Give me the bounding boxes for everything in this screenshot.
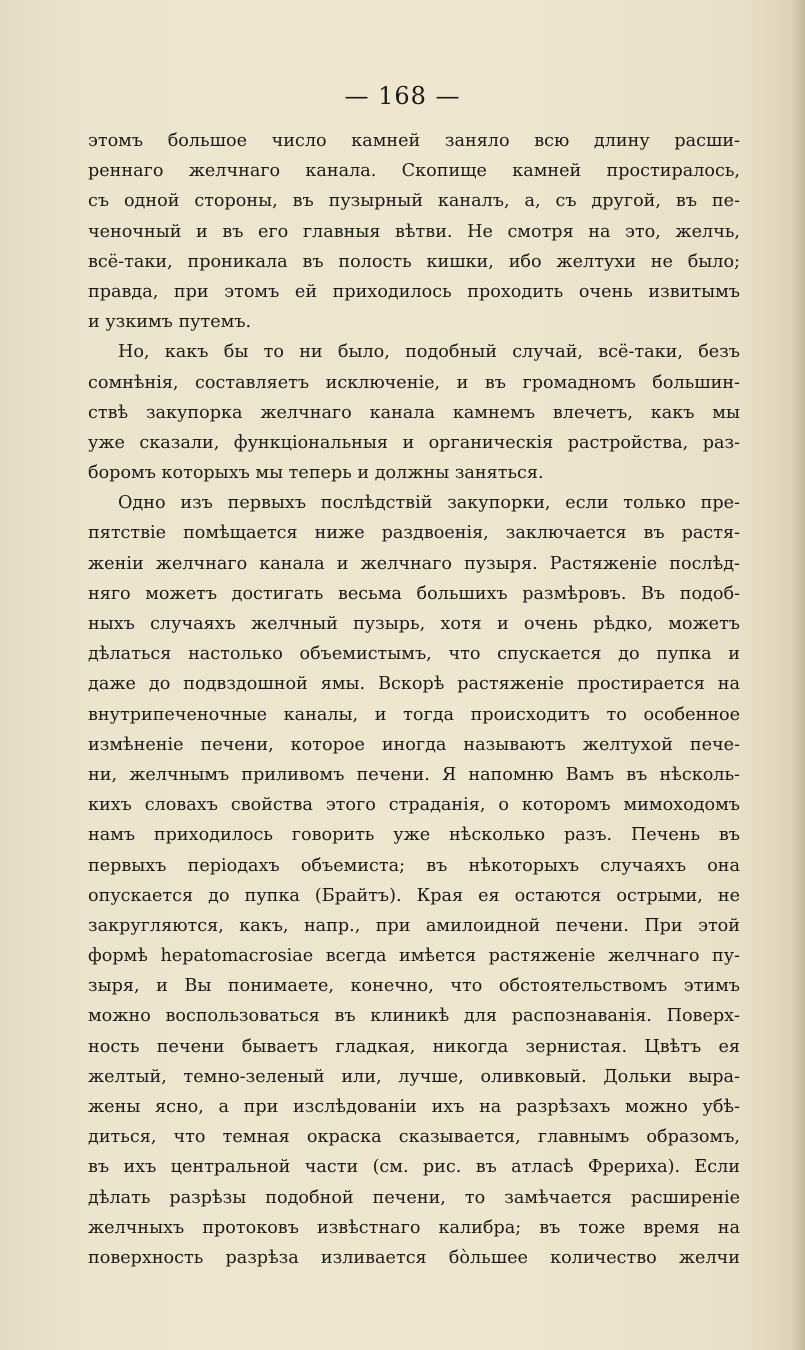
- text-line: можно воспользоваться въ клиникѣ для распознаванія. Поверх-: [88, 1006, 740, 1027]
- text-line: реннаго желчнаго канала. Скопище камней простиралось,: [88, 161, 740, 182]
- text-line: Одно изъ первыхъ послѣдствій закупорки, если только пре-: [118, 493, 740, 514]
- text-line: кихъ словахъ свойства этого страданія, о которомъ мимоходомъ: [88, 795, 740, 816]
- text-line: пятствіе помѣщается ниже раздвоенія, заключается въ растя-: [88, 523, 740, 544]
- text-line: съ одной стороны, въ пузырный каналъ, а, съ другой, въ пе-: [88, 191, 740, 212]
- text-line: сомнѣнія, составляетъ исключеніе, и въ громадномъ большин-: [88, 372, 740, 393]
- text-line: опускается до пупка (Брайтъ). Края ея остаются острыми, не: [88, 885, 740, 906]
- page-number: — 168 —: [344, 82, 461, 110]
- text-line: желтый, темно-зеленый или, лучше, оливковый. Дольки выра-: [88, 1066, 740, 1087]
- text-line: ченочный и въ его главныя вѣтви. Не смотря на это, желчь,: [88, 221, 740, 242]
- text-line: женіи желчнаго канала и желчнаго пузыря. Растяженіе послѣд-: [88, 553, 740, 574]
- text-line: намъ приходилось говорить уже нѣсколько разъ. Печень въ: [88, 825, 740, 846]
- page-edge-shadow: [791, 0, 805, 1350]
- text-line: внутрипеченочные каналы, и тогда происходитъ то особенное: [88, 704, 740, 725]
- text-line: ныхъ случаяхъ желчный пузырь, хотя и очень рѣдко, можетъ: [88, 614, 740, 634]
- text-line: диться, что темная окраска сказывается, главнымъ образомъ,: [88, 1127, 740, 1148]
- text-line: измѣненіе печени, которое иногда называютъ желтухой пече-: [88, 734, 740, 755]
- text-line: даже до подвздошной ямы. Вскорѣ растяженіе простирается на: [88, 674, 740, 695]
- text-line: въ ихъ центральной части (см. рис. въ атласѣ Фрериха). Если: [88, 1157, 740, 1178]
- text-line: ни, желчнымъ приливомъ печени. Я напомню Вамъ въ нѣсколь-: [88, 764, 740, 785]
- text-line: ность печени бываетъ гладкая, никогда зернистая. Цвѣтъ ея: [88, 1036, 740, 1057]
- text-line: ствѣ закупорка желчнаго канала камнемъ влечетъ, какъ мы: [88, 402, 740, 423]
- text-line: зыря, и Вы понимаете, конечно, что обстоятельствомъ этимъ: [88, 976, 740, 997]
- text-line: дѣлаться настолько объемистымъ, что спускается до пупка и: [88, 644, 740, 665]
- text-line: Но, какъ бы то ни было, подобный случай, всё-таки, безъ: [118, 342, 740, 363]
- text-line: правда, при этомъ ей приходилось проходить очень извитымъ: [88, 281, 740, 302]
- text-line: боромъ которыхъ мы теперь и должны заняться.: [88, 463, 544, 484]
- text-line: и узкимъ путемъ.: [88, 312, 252, 333]
- text-line: всё-таки, проникала въ полость кишки, ибо желтухи не было;: [88, 251, 740, 272]
- text-line: формѣ hepatomacrosiae всегда имѣется растяженіе желчнаго пу-: [88, 946, 740, 967]
- text-line: закругляются, какъ, напр., при амилоидной печени. При этой: [88, 915, 740, 936]
- text-line: няго можетъ достигать весьма большихъ размѣровъ. Въ подоб-: [88, 583, 740, 604]
- text-line: желчныхъ протоковъ извѣстнаго калибра; въ тоже время на: [88, 1217, 740, 1238]
- text-line: жены ясно, а при изслѣдованіи ихъ на разрѣзахъ можно убѣ-: [88, 1097, 740, 1117]
- text-line: уже сказали, функціональныя и органическія растройства, раз-: [88, 432, 740, 453]
- text-line: первыхъ періодахъ объемиста; въ нѣкоторыхъ случаяхъ она: [88, 855, 740, 876]
- text-line: этомъ большое число камней заняло всю длину расши-: [88, 131, 740, 151]
- body-text: [88, 126, 740, 1273]
- text-line: поверхность разрѣза изливается бо̀льшее количество желчи: [88, 1247, 740, 1268]
- text-line: дѣлать разрѣзы подобной печени, то замѣчается расширеніе: [88, 1187, 740, 1208]
